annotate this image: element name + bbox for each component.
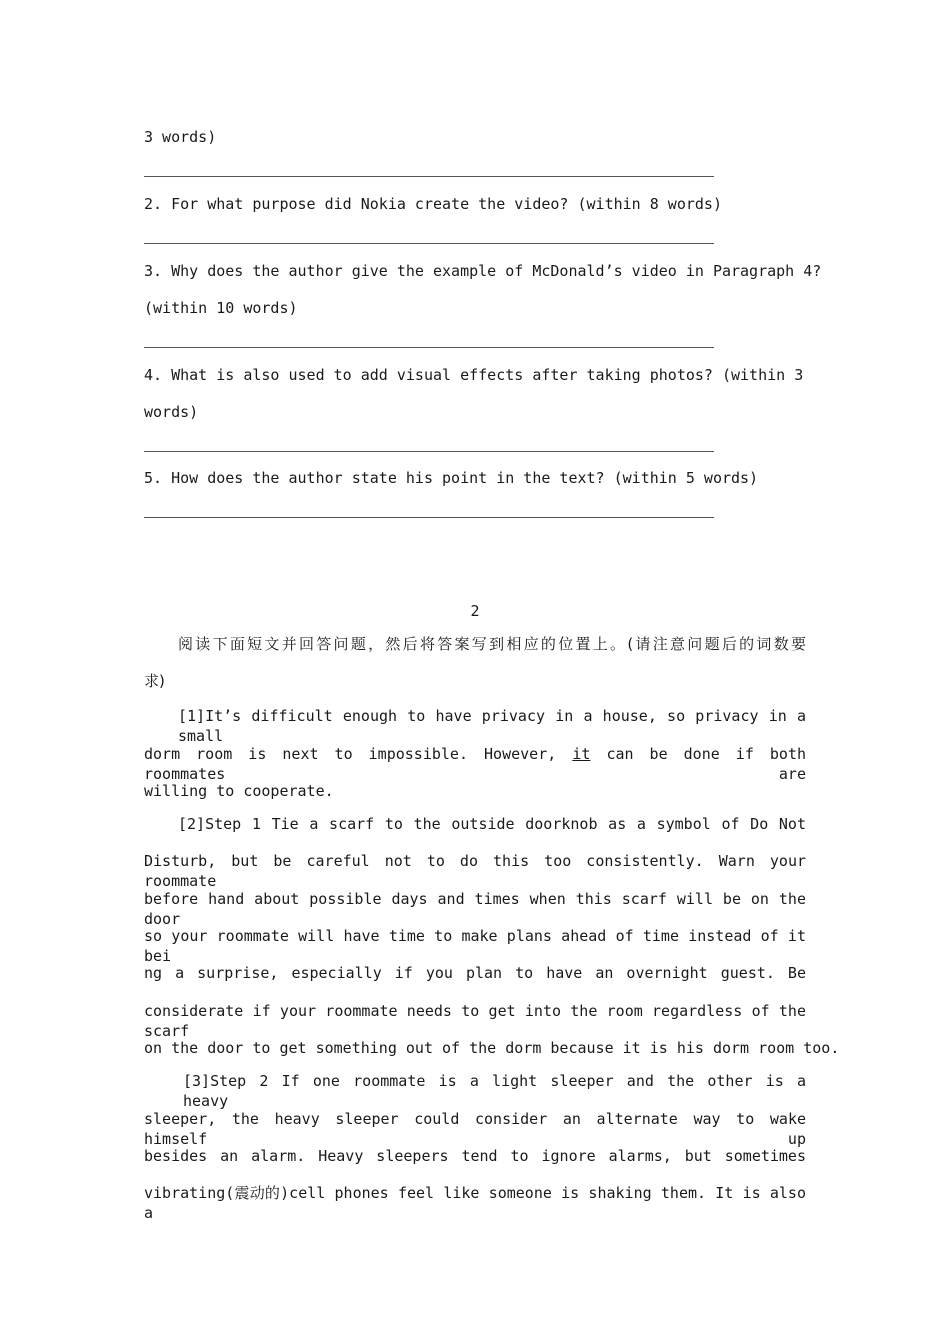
question-3-line-2: (within 10 words) <box>144 299 298 317</box>
p1-line-2-pre: dorm room is next to impossible. However, <box>144 745 557 763</box>
question-4-line-2: words) <box>144 403 199 421</box>
p2-line-1: [2]Step 1 Tie a scarf to the outside doorknob as a symbol of Do Not <box>178 815 806 833</box>
p1-line-2 <box>144 744 807 783</box>
answer-line-3 <box>144 347 714 348</box>
underlined-it: it <box>572 745 591 763</box>
question-1-tail: 3 words) <box>144 128 217 146</box>
p2-line-7: on the door to get something out of the dorm because it is his dorm room too. <box>144 1039 840 1057</box>
p1-line-3: willing to cooperate. <box>144 782 334 800</box>
question-3-line-1: 3. Why does the author give the example of McDonald’s video in Paragraph 4? <box>144 262 822 280</box>
p3-line-1: [3]Step 2 If one roommate is a light sleeper and the other is a heavy <box>183 1072 806 1110</box>
p3-line-4: vibrating(震动的)cell phones feel like someone is shaking them. It is also a <box>144 1184 806 1222</box>
instruction-line-2: 求) <box>144 672 165 690</box>
answer-line-2 <box>144 243 714 244</box>
question-5: 5. How does the author state his point in the text? (within 5 words) <box>144 469 759 487</box>
instruction-line-1: 阅读下面短文并回答问题，然后将答案写到相应的位置上。(请注意问题后的词数要 <box>178 635 806 653</box>
p1-line-2-post: can be done if both roommates are <box>144 745 807 783</box>
answer-line-4 <box>144 451 714 452</box>
p2-line-6: considerate if your roommate needs to get into the room regardless of the scarf <box>144 1002 806 1040</box>
answer-line-5 <box>144 517 714 518</box>
p3-line-3: besides an alarm. Heavy sleepers tend to ignore alarms, but sometimes <box>144 1147 806 1165</box>
p1-line-1: [1]It’s difficult enough to have privacy in a house, so privacy in a small <box>178 707 806 745</box>
p3-line-2: sleeper, the heavy sleeper could consider an alternate way to wake himself up <box>144 1110 806 1148</box>
passage-number: 2 <box>470 602 480 620</box>
answer-line-1 <box>144 176 714 177</box>
question-2: 2. For what purpose did Nokia create the video? (within 8 words) <box>144 195 722 213</box>
p2-line-2: Disturb, but be careful not to do this too consistently. Warn your roommate <box>144 852 806 890</box>
p2-line-4: so your roommate will have time to make plans ahead of time instead of it bei <box>144 927 806 965</box>
question-4-line-1: 4. What is also used to add visual effects after taking photos? (within 3 <box>144 366 804 384</box>
p2-line-5: ng a surprise, especially if you plan to have an overnight guest. Be <box>144 964 806 982</box>
p2-line-3: before hand about possible days and times when this scarf will be on the door <box>144 890 806 928</box>
